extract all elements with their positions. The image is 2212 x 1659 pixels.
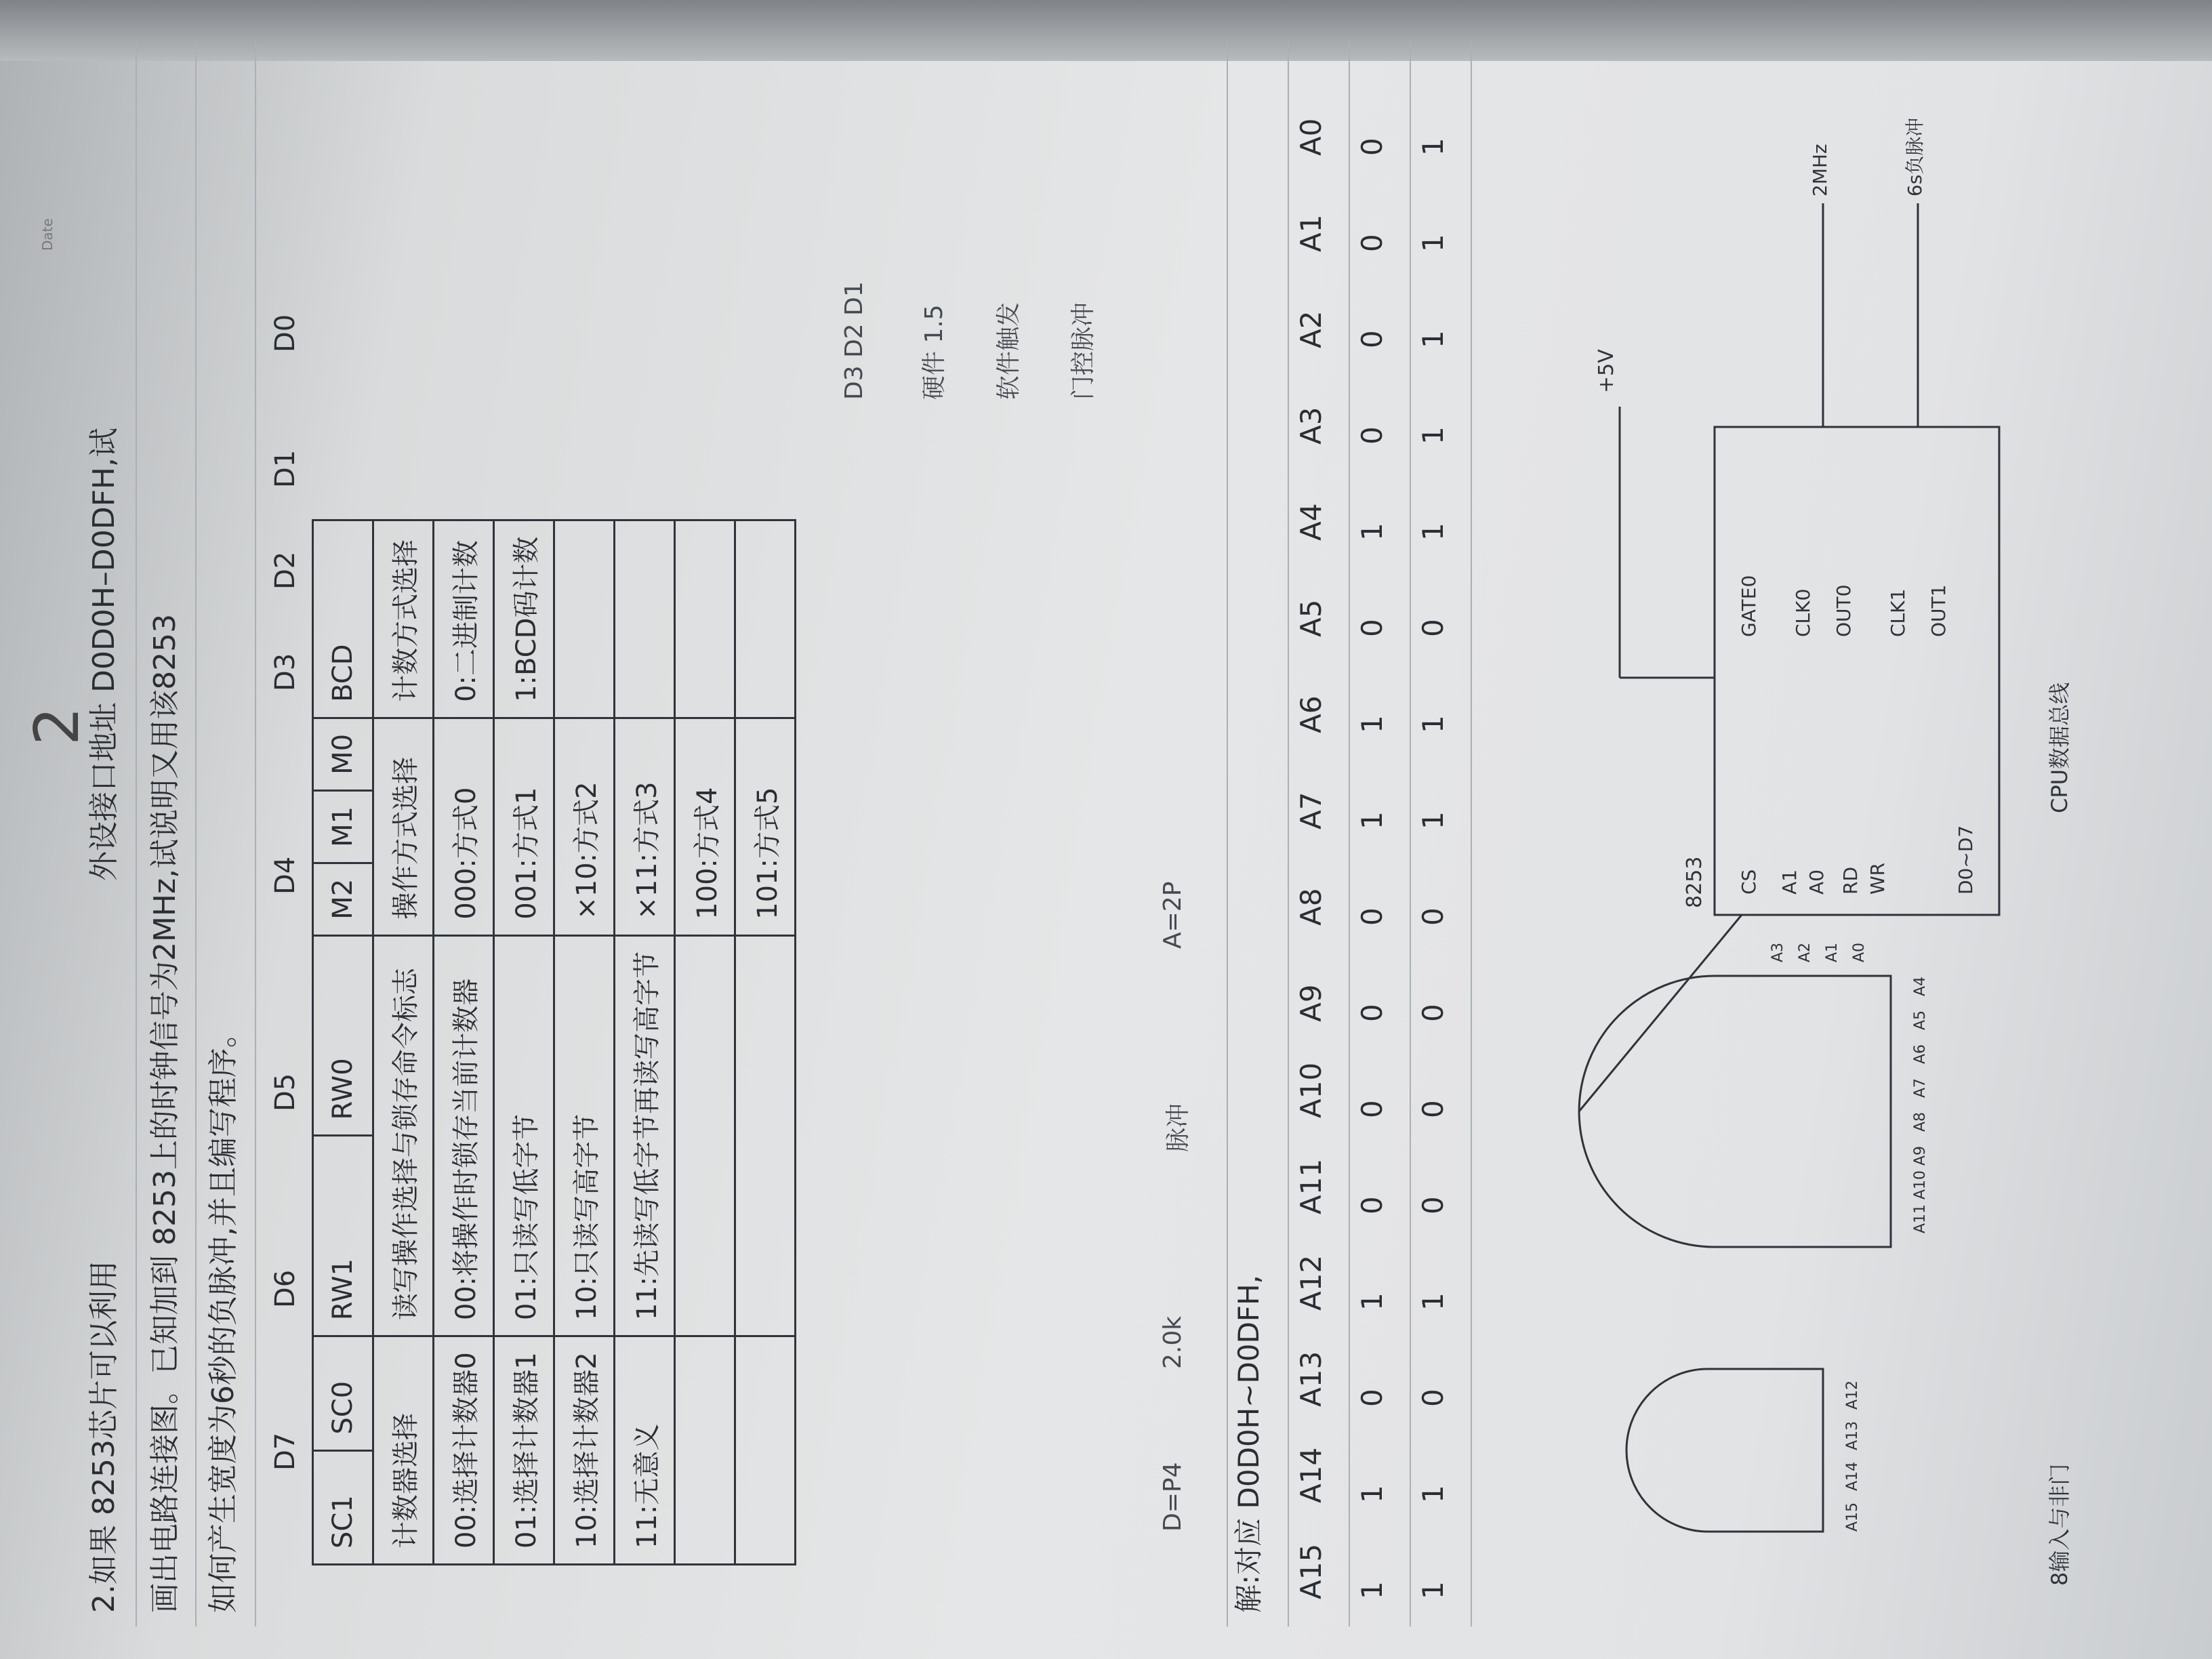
address-bit: A6 xyxy=(1294,695,1328,733)
table-cell: 0:二进制计数 xyxy=(434,520,494,718)
pin-label: GATE0 xyxy=(1738,575,1760,637)
address-bit: A8 xyxy=(1294,888,1328,926)
gate-note: 8输入与非门 xyxy=(2047,1463,2072,1586)
circuit-diagram xyxy=(1538,41,2094,1626)
bit-header: D0 xyxy=(270,314,301,352)
side-note: 软件触发 xyxy=(995,302,1023,400)
address-value: 1 xyxy=(1416,811,1450,830)
table-cell: ×11:方式3 xyxy=(615,718,675,935)
question-line-1-right: 外设接口地址 D0D0H–D0DFH,试 xyxy=(87,428,121,881)
pin-label: WR xyxy=(1866,862,1889,895)
address-value: 0 xyxy=(1355,138,1389,156)
address-value: 1 xyxy=(1355,523,1389,541)
input-label: A15 xyxy=(1844,1502,1861,1532)
address-value: 0 xyxy=(1355,330,1389,348)
address-value: 1 xyxy=(1355,811,1389,830)
ruled-line xyxy=(136,41,137,1626)
input-label: A11 xyxy=(1912,1204,1929,1233)
power-label: +5V xyxy=(1595,349,1618,393)
table-cell: 计数方式选择 xyxy=(373,520,434,718)
table-row xyxy=(554,520,615,1565)
input-label: A1 xyxy=(1824,942,1841,962)
margin-note: D=P4 xyxy=(1159,1462,1187,1532)
table-cell: 读写操作选择与锁存命令标志 xyxy=(373,935,434,1336)
question-line-2: 画出电路连接图。已知加到 8253上的时钟信号为2MHz,试说明又用该8253 xyxy=(148,613,182,1613)
pin-label: A0 xyxy=(1805,869,1828,895)
table-row xyxy=(494,520,554,1565)
bit-header: D1 xyxy=(270,449,301,488)
table-cell: 00:将操作时锁存当前计数器 xyxy=(434,935,494,1336)
table-cell xyxy=(675,935,735,1336)
table-cell: 10:选择计数器2 xyxy=(554,1336,615,1565)
pin-label: A1 xyxy=(1778,869,1801,895)
table-cell: 101:方式5 xyxy=(735,718,796,935)
table-cell xyxy=(554,520,615,718)
address-bit: A15 xyxy=(1294,1543,1328,1599)
address-value: 0 xyxy=(1355,619,1389,637)
wire-cs xyxy=(1579,915,1742,1111)
address-value: 1 xyxy=(1355,715,1389,733)
input-label: A3 xyxy=(1769,942,1786,962)
address-bit: A9 xyxy=(1294,984,1328,1022)
address-values-row-1 xyxy=(1355,60,1389,1599)
control-word-table xyxy=(312,519,796,1565)
address-value: 0 xyxy=(1416,1196,1450,1214)
pin-label: OUT0 xyxy=(1832,584,1855,637)
address-bit: A1 xyxy=(1294,214,1328,252)
table-row xyxy=(675,520,735,1565)
nand-gate-2 xyxy=(1579,976,1891,1247)
table-cell xyxy=(735,935,796,1336)
address-value: 0 xyxy=(1355,1389,1389,1407)
clock-label: 2MHz xyxy=(1809,144,1831,197)
table-cell: 操作方式选择 xyxy=(373,718,434,935)
input-label: A6 xyxy=(1912,1044,1929,1064)
address-bit: A2 xyxy=(1294,310,1328,348)
margin-note: 脉冲 xyxy=(1164,1103,1192,1152)
table-cell xyxy=(735,520,796,718)
notebook-page xyxy=(22,41,2087,1626)
table-cell: 11:先读写低字节再读写高字节 xyxy=(615,935,675,1336)
ruled-line xyxy=(1288,41,1289,1626)
address-bits-row xyxy=(1294,60,1328,1599)
address-value: 0 xyxy=(1355,426,1389,445)
table-cell xyxy=(615,520,675,718)
input-label: A8 xyxy=(1912,1111,1929,1132)
bit-header: D7 xyxy=(270,1432,301,1471)
address-value: 1 xyxy=(1416,1581,1450,1599)
address-bit: A12 xyxy=(1294,1254,1328,1311)
table-cell: 01:只读写低字节 xyxy=(494,935,554,1336)
output-label: 6s负脉冲 xyxy=(1904,117,1926,197)
input-label: A10 xyxy=(1912,1170,1929,1200)
table-cell: 1:BCD码计数 xyxy=(494,520,554,718)
solution-label: 解:对应 D0D0H~D0DFH, xyxy=(1232,1275,1265,1613)
address-bit: A14 xyxy=(1294,1447,1328,1503)
table-row xyxy=(434,520,494,1565)
address-value: 1 xyxy=(1416,426,1450,445)
table-cell: 01:选择计数器1 xyxy=(494,1336,554,1565)
address-value: 0 xyxy=(1355,1100,1389,1118)
bus-label: CPU数据总线 xyxy=(2047,682,2072,813)
side-note: 门控脉冲 xyxy=(1069,302,1097,400)
input-label: A12 xyxy=(1844,1380,1861,1410)
input-label: A14 xyxy=(1844,1461,1861,1491)
table-row xyxy=(313,520,373,1565)
address-value: 1 xyxy=(1416,1292,1450,1311)
table-cell: 001:方式1 xyxy=(494,718,554,935)
table-row xyxy=(373,520,434,1565)
pin-label: CLK1 xyxy=(1887,588,1909,637)
address-value: 1 xyxy=(1355,1292,1389,1311)
address-bit: A11 xyxy=(1294,1158,1328,1214)
nand-gate-1 xyxy=(1626,1369,1823,1532)
table-cell: 11:无意义 xyxy=(615,1336,675,1565)
address-value: 0 xyxy=(1416,1100,1450,1118)
pin-label: RD xyxy=(1839,866,1862,895)
address-bit: A4 xyxy=(1294,503,1328,541)
address-value: 0 xyxy=(1416,1004,1450,1022)
address-bit: A0 xyxy=(1294,118,1328,156)
address-value: 0 xyxy=(1355,907,1389,926)
ruled-line xyxy=(255,41,256,1626)
bit-header: D2 xyxy=(270,551,301,590)
table-cell: SC0 xyxy=(313,1336,373,1450)
address-value: 1 xyxy=(1355,1485,1389,1503)
address-value: 0 xyxy=(1355,1004,1389,1022)
address-bit: A3 xyxy=(1294,407,1328,445)
corner-mark: 2 xyxy=(22,706,93,745)
table-cell: ×10:方式2 xyxy=(554,718,615,935)
pin-label: CLK0 xyxy=(1792,588,1814,637)
table-cell: RW1 xyxy=(313,1136,373,1336)
address-value: 1 xyxy=(1416,715,1450,733)
margin-note: 2.0k xyxy=(1159,1315,1187,1369)
table-cell xyxy=(675,520,735,718)
address-value: 0 xyxy=(1416,619,1450,637)
address-value: 0 xyxy=(1416,1389,1450,1407)
table-cell: 计数器选择 xyxy=(373,1336,434,1565)
question-line-3: 如何产生宽度为6秒的负脉冲,并且编写程序。 xyxy=(206,1018,241,1613)
bit-header: D4 xyxy=(270,856,301,895)
input-label: A5 xyxy=(1912,1010,1929,1030)
address-value: 0 xyxy=(1416,907,1450,926)
input-label: A2 xyxy=(1797,942,1814,962)
table-cell: BCD xyxy=(313,520,373,718)
side-note: 硬件 1.5 xyxy=(920,304,948,400)
table-cell: M1 xyxy=(313,790,373,863)
address-bit: A10 xyxy=(1294,1062,1328,1118)
table-cell: M0 xyxy=(313,718,373,790)
input-label: A9 xyxy=(1912,1145,1929,1166)
table-cell: 100:方式4 xyxy=(675,718,735,935)
table-cell xyxy=(675,1336,735,1565)
address-value: 1 xyxy=(1416,1485,1450,1503)
table-cell: 000:方式0 xyxy=(434,718,494,935)
address-value: 1 xyxy=(1416,523,1450,541)
address-bit: A13 xyxy=(1294,1351,1328,1407)
address-value: 0 xyxy=(1355,1196,1389,1214)
table-cell: 00:选择计数器0 xyxy=(434,1336,494,1565)
ruled-line xyxy=(195,41,197,1626)
address-value: 1 xyxy=(1416,330,1450,348)
address-values-row-2 xyxy=(1416,60,1450,1599)
input-label: A0 xyxy=(1851,942,1868,962)
address-bit: A5 xyxy=(1294,599,1328,637)
date-label: Date xyxy=(39,218,56,251)
margin-note: A=2P xyxy=(1159,881,1187,949)
table-cell xyxy=(735,1336,796,1565)
ruled-line xyxy=(1410,41,1411,1626)
address-value: 1 xyxy=(1416,234,1450,252)
ruled-line xyxy=(1349,41,1350,1626)
table-cell: 10:只读写高字节 xyxy=(554,935,615,1336)
address-value: 1 xyxy=(1416,138,1450,156)
input-label: A13 xyxy=(1844,1420,1861,1450)
table-cell: M2 xyxy=(313,863,373,935)
pin-label: OUT1 xyxy=(1927,584,1950,637)
pin-label: CS xyxy=(1738,869,1760,895)
chip-name: 8253 xyxy=(1683,856,1706,908)
table-cell: RW0 xyxy=(313,935,373,1136)
bit-header: D5 xyxy=(270,1073,301,1111)
input-label: A7 xyxy=(1912,1078,1929,1098)
ruled-line xyxy=(1471,41,1472,1626)
side-note: D3 D2 D1 xyxy=(840,281,868,400)
table-row xyxy=(615,520,675,1565)
table-row xyxy=(735,520,796,1565)
table-cell: SC1 xyxy=(313,1450,373,1564)
question-line-1: 2.如果 8253芯片可以利用 xyxy=(87,1261,121,1613)
bit-header: D6 xyxy=(270,1269,301,1308)
bit-header: D3 xyxy=(270,653,301,691)
address-value: 0 xyxy=(1355,234,1389,252)
input-label: A4 xyxy=(1912,976,1929,996)
address-value: 1 xyxy=(1355,1581,1389,1599)
pin-label: D0~D7 xyxy=(1954,825,1977,895)
address-bit: A7 xyxy=(1294,792,1328,830)
